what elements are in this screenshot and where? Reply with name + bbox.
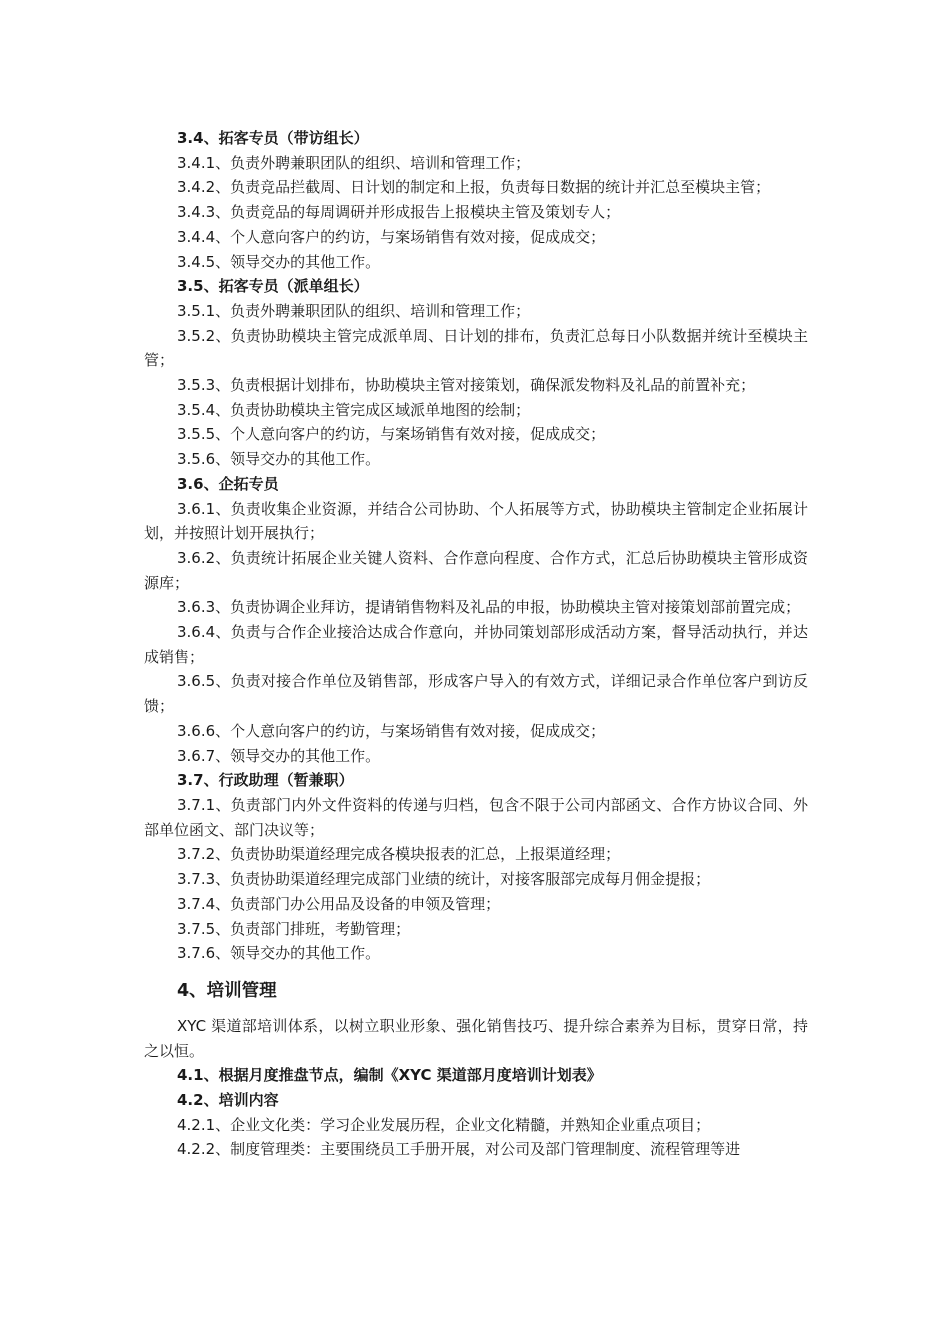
list-item: 3.4.1、负责外聘兼职团队的组织、培训和管理工作； (177, 153, 531, 172)
list-item: 3.6.1、负责收集企业资源，并结合公司协助、个人拓展等方式，协助模块主管制定企业拓展计划，并按照计划开展执行； (144, 499, 808, 543)
paragraph-intro: XYC 渠道部培训体系，以树立职业形象、强化销售技巧、提升综合素养为目标，贯穿日常，持之以恒。 (144, 1016, 808, 1060)
list-item: 3.7.4、负责部门办公用品及设备的申领及管理； (177, 894, 501, 913)
section-heading-4-1: 4.1、根据月度推盘节点，编制《XYC 渠道部月度培训计划表》 (177, 1066, 602, 1085)
list-item: 3.6.3、负责协调企业拜访，提请销售物料及礼品的申报，协助模块主管对接策划部前置完成； (177, 598, 801, 617)
section-heading-3-5: 3.5、拓客专员（派单组长） (177, 277, 369, 296)
list-item: 3.6.6、个人意向客户的约访，与案场销售有效对接，促成成交； (177, 721, 606, 740)
list-item: 3.4.5、领导交办的其他工作。 (177, 252, 381, 271)
section-heading-3-6: 3.6、企拓专员 (177, 474, 279, 493)
list-item: 3.5.6、领导交办的其他工作。 (177, 450, 381, 469)
list-item: 3.6.5、负责对接合作单位及销售部，形成客户导入的有效方式，详细记录合作单位客户到访反馈； (144, 672, 808, 716)
list-item: 3.5.2、负责协助模块主管完成派单周、日计划的排布，负责汇总每日小队数据并统计至模块主管； (144, 326, 808, 370)
section-heading-3-7: 3.7、行政助理（暂兼职） (177, 771, 354, 790)
list-item: 4.2.2、制度管理类：主要围绕员工手册开展，对公司及部门管理制度、流程管理等进 (177, 1140, 741, 1159)
list-item: 3.4.3、负责竞品的每周调研并形成报告上报模块主管及策划专人； (177, 203, 621, 222)
list-item: 3.7.3、负责协助渠道经理完成部门业绩的统计，对接客服部完成每月佣金提报； (177, 870, 711, 889)
list-item: 3.4.2、负责竞品拦截周、日计划的制定和上报，负责每日数据的统计并汇总至模块主管； (177, 178, 771, 197)
list-item: 3.7.2、负责协助渠道经理完成各模块报表的汇总，上报渠道经理； (177, 845, 621, 864)
list-item: 3.7.6、领导交办的其他工作。 (177, 944, 381, 963)
list-item: 3.7.1、负责部门内外文件资料的传递与归档，包含不限于公司内部函文、合作方协议合同、外部单位函文、部门决议等； (144, 795, 808, 839)
list-item: 3.4.4、个人意向客户的约访，与案场销售有效对接，促成成交； (177, 227, 606, 246)
list-item: 3.5.5、个人意向客户的约访，与案场销售有效对接，促成成交； (177, 425, 606, 444)
document-body (144, 126, 808, 1162)
list-item: 3.5.4、负责协助模块主管完成区域派单地图的绘制； (177, 400, 531, 419)
list-item: 4.2.1、企业文化类：学习企业发展历程，企业文化精髓，并熟知企业重点项目； (177, 1115, 711, 1134)
list-item: 3.6.4、负责与合作企业接洽达成合作意向，并协同策划部形成活动方案，督导活动执行，并达成销售； (144, 623, 808, 666)
list-item: 3.5.3、负责根据计划排布，协助模块主管对接策划，确保派发物料及礼品的前置补充； (177, 376, 756, 395)
chapter-heading-4: 4、培训管理 (177, 980, 277, 1001)
list-item: 3.6.2、负责统计拓展企业关键人资料、合作意向程度、合作方式，汇总后协助模块主管形成资源库； (144, 548, 808, 592)
list-item: 3.5.1、负责外聘兼职团队的组织、培训和管理工作； (177, 301, 531, 320)
section-heading-4-2: 4.2、培训内容 (177, 1091, 279, 1110)
list-item: 3.7.5、负责部门排班，考勤管理； (177, 919, 411, 938)
list-item: 3.6.7、领导交办的其他工作。 (177, 746, 381, 765)
section-heading-3-4: 3.4、拓客专员（带访组长） (177, 129, 369, 147)
